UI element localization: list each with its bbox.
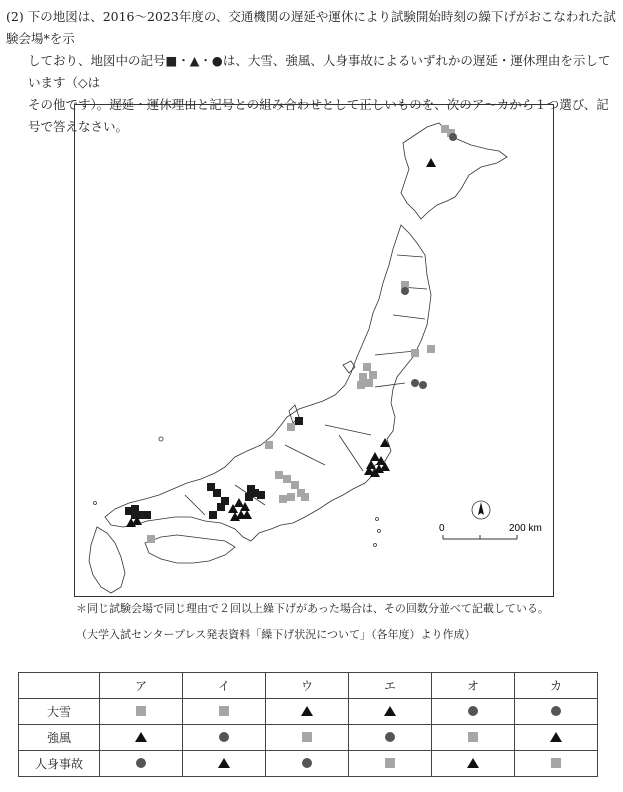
table-cell [515,699,598,725]
question-number: (2) [6,9,24,24]
triangle-marker [366,460,376,469]
answer-table [18,672,598,777]
square-symbol [219,706,229,716]
gray-square-marker [147,535,155,543]
gray-square-marker [287,493,295,501]
choice-u: ウ [266,673,349,699]
table-cell [100,725,183,751]
table-cell [183,725,266,751]
table-cell [515,725,598,751]
triangle-marker [426,158,436,167]
triangle-symbol [301,706,313,716]
black-square-marker [245,493,253,501]
circle-symbol [302,758,312,768]
north-arrow [472,501,490,519]
circle-symbol [136,758,146,768]
circle-symbol [219,732,229,742]
table-cell [432,699,515,725]
circle-symbol [385,732,395,742]
circle-marker [449,133,457,141]
footnote: ＊同じ試験会場で同じ理由で２回以上繰下げがあった場合は、その回数分並べて記載している。 [76,602,549,615]
square-symbol [136,706,146,716]
choice-o: オ [432,673,515,699]
choice-e: エ [349,673,432,699]
header-row [19,673,598,699]
table-cell [266,751,349,777]
row-label: 強風 [19,725,100,751]
gray-square-marker [287,423,295,431]
japan-map [74,104,554,597]
triangle-symbol [384,706,396,716]
table-cell [515,751,598,777]
table-cell [266,699,349,725]
square-symbol [302,732,312,742]
table-cell [100,699,183,725]
table-cell [183,699,266,725]
table-cell [100,751,183,777]
corner-cell [19,673,100,699]
black-square-marker [143,511,151,519]
circle-marker [401,287,409,295]
gray-square-marker [279,495,287,503]
black-square-marker [295,417,303,425]
triangle-marker [234,498,244,507]
triangle-symbol [550,732,562,742]
gray-square-marker [357,381,365,389]
gray-square-marker [427,345,435,353]
table-cell [432,751,515,777]
triangle-symbol [218,758,230,768]
row-label: 人身事故 [19,751,100,777]
circle-symbol [551,706,561,716]
table-cell [349,751,432,777]
black-square-marker [217,503,225,511]
row-heavy-snow [19,699,598,725]
gray-square-marker [365,379,373,387]
row-accident [19,751,598,777]
map-markers [125,125,457,543]
triangle-symbol [467,758,479,768]
gray-square-marker [301,493,309,501]
gray-square-marker [369,371,377,379]
circle-marker [419,381,427,389]
triangle-symbol [135,732,147,742]
row-strong-wind [19,725,598,751]
square-symbol [468,732,478,742]
scale-end-label: 200 km [509,523,542,534]
circle-marker [411,379,419,387]
choice-a: ア [100,673,183,699]
table-cell [432,725,515,751]
gray-square-marker [275,471,283,479]
table-cell [349,725,432,751]
table-cell [183,751,266,777]
source-note: （大学入試センタープレス発表資料「繰下げ状況について」（各年度）より作成） [76,628,476,641]
scale-zero-label: 0 [439,523,445,534]
circle-symbol [468,706,478,716]
gray-square-marker [291,481,299,489]
question-line-3: その他です）。遅延・運休理由と記号との組み合わせとして正しいものを、次のア～カから１つ選び、記号で答えなさい。 [28,97,609,134]
question-line-1: 下の地図は、2016～2023年度の、交通機関の遅延や運休により試験開始時刻の繰下げがおこなわれた試験会場*を示 [6,9,616,46]
scale-bar [439,523,542,539]
gray-square-marker [265,441,273,449]
row-label: 大雪 [19,699,100,725]
table-cell [266,725,349,751]
gray-square-marker [411,349,419,357]
question-line-2: しており、地図中の記号■・▲・●は、大雪、強風、人身事故によるいずれかの遅延・運休理由を示しています（◇は [28,53,611,90]
square-symbol [551,758,561,768]
square-symbol [385,758,395,768]
black-square-marker [131,505,139,513]
choice-i: イ [183,673,266,699]
gray-square-marker [363,363,371,371]
map-drawing [75,105,553,596]
black-square-marker [257,491,265,499]
triangle-marker [370,452,380,461]
table-cell [349,699,432,725]
black-square-marker [209,511,217,519]
black-square-marker [213,489,221,497]
gray-square-marker [283,475,291,483]
choice-ka: カ [515,673,598,699]
